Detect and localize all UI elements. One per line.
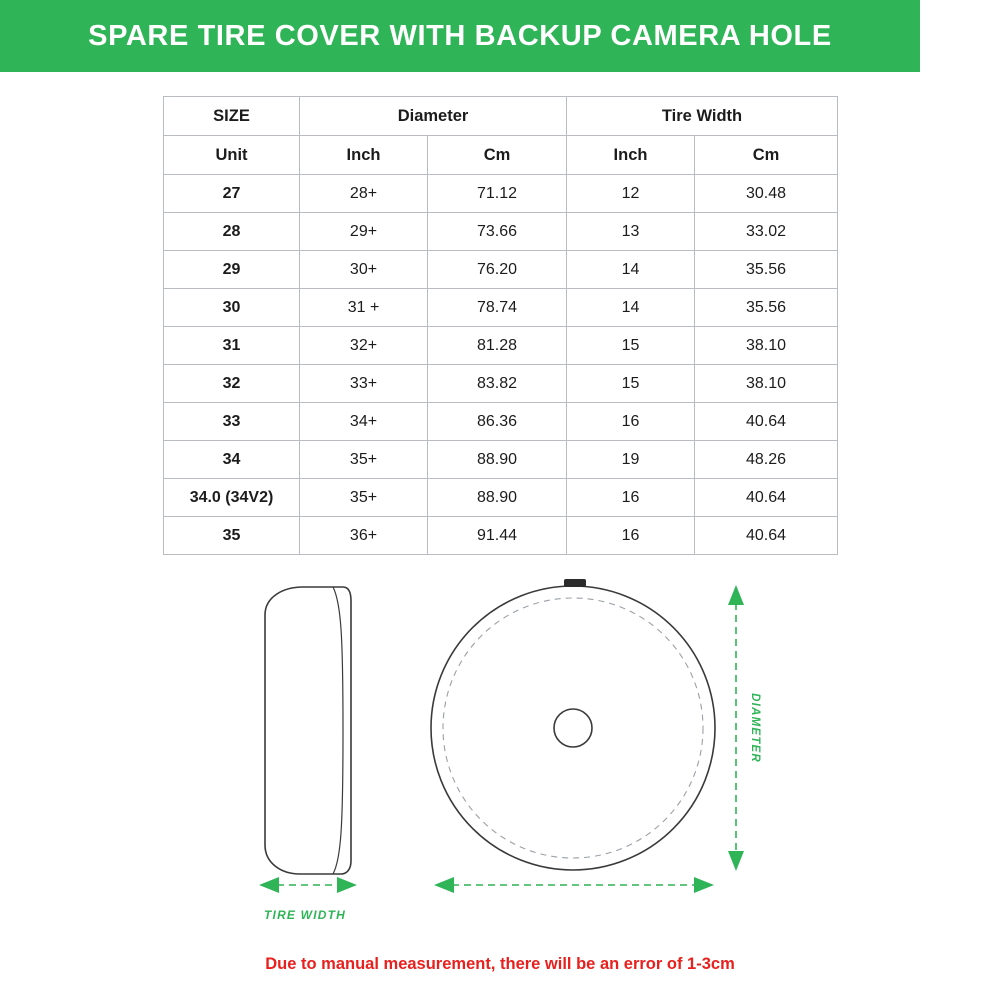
cell-width-cm: 33.02 bbox=[695, 213, 838, 251]
cell-width-inch: 16 bbox=[567, 479, 695, 517]
diameter-label: DIAMETER bbox=[749, 693, 761, 763]
cell-diameter-inch: 33+ bbox=[300, 365, 428, 403]
cell-diameter-cm: 88.90 bbox=[428, 479, 567, 517]
cell-diameter-inch: 32+ bbox=[300, 327, 428, 365]
cell-width-inch: 15 bbox=[567, 327, 695, 365]
cell-size: 29 bbox=[164, 251, 300, 289]
cell-width-cm: 30.48 bbox=[695, 175, 838, 213]
cell-size: 31 bbox=[164, 327, 300, 365]
tire-width-dimension-arrow bbox=[259, 877, 357, 922]
cell-size: 27 bbox=[164, 175, 300, 213]
tire-width-label: TIRE WIDTH bbox=[264, 908, 346, 922]
table-row bbox=[164, 517, 838, 555]
cell-width-cm: 35.56 bbox=[695, 289, 838, 327]
cell-diameter-cm: 78.74 bbox=[428, 289, 567, 327]
cell-width-cm: 40.64 bbox=[695, 479, 838, 517]
cell-diameter-cm: 83.82 bbox=[428, 365, 567, 403]
cell-diameter-inch: 29+ bbox=[300, 213, 428, 251]
page-title: SPARE TIRE COVER WITH BACKUP CAMERA HOLE bbox=[88, 19, 832, 52]
cell-width-cm: 48.26 bbox=[695, 441, 838, 479]
table-row bbox=[164, 175, 838, 213]
cell-width-inch: 14 bbox=[567, 251, 695, 289]
cell-width-cm: 40.64 bbox=[695, 403, 838, 441]
product-diagram bbox=[0, 555, 1000, 945]
cell-width-cm: 38.10 bbox=[695, 327, 838, 365]
table-row bbox=[164, 479, 838, 517]
cell-diameter-cm: 81.28 bbox=[428, 327, 567, 365]
cell-diameter-inch: 28+ bbox=[300, 175, 428, 213]
cell-size: 28 bbox=[164, 213, 300, 251]
cell-width-inch: 16 bbox=[567, 517, 695, 555]
cell-size: 35 bbox=[164, 517, 300, 555]
cell-diameter-inch: 31 + bbox=[300, 289, 428, 327]
measurement-note: Due to manual measurement, there will be an error of 1-3cm bbox=[265, 955, 735, 973]
table-header-tire-width: Tire Width bbox=[567, 97, 838, 136]
table-header-size: SIZE bbox=[164, 97, 300, 136]
table-row bbox=[164, 289, 838, 327]
cell-width-inch: 15 bbox=[567, 365, 695, 403]
cell-diameter-inch: 34+ bbox=[300, 403, 428, 441]
cell-diameter-inch: 36+ bbox=[300, 517, 428, 555]
table-group-header-row bbox=[164, 97, 838, 136]
diameter-dimension-arrow bbox=[728, 585, 761, 871]
cell-width-cm: 35.56 bbox=[695, 251, 838, 289]
cell-diameter-inch: 35+ bbox=[300, 441, 428, 479]
cell-width-inch: 19 bbox=[567, 441, 695, 479]
cell-diameter-inch: 35+ bbox=[300, 479, 428, 517]
cell-size: 30 bbox=[164, 289, 300, 327]
cell-diameter-cm: 86.36 bbox=[428, 403, 567, 441]
cell-size: 33 bbox=[164, 403, 300, 441]
table-subheader-width-inch: Inch bbox=[567, 136, 695, 175]
cell-width-cm: 38.10 bbox=[695, 365, 838, 403]
cell-size: 32 bbox=[164, 365, 300, 403]
table-row bbox=[164, 441, 838, 479]
cell-width-inch: 12 bbox=[567, 175, 695, 213]
table-header-diameter: Diameter bbox=[300, 97, 567, 136]
cell-diameter-cm: 71.12 bbox=[428, 175, 567, 213]
cell-diameter-cm: 88.90 bbox=[428, 441, 567, 479]
table-subheader-unit: Unit bbox=[164, 136, 300, 175]
table-row bbox=[164, 213, 838, 251]
cell-width-cm: 40.64 bbox=[695, 517, 838, 555]
cell-diameter-cm: 73.66 bbox=[428, 213, 567, 251]
side-view-shape bbox=[265, 587, 351, 874]
table-row bbox=[164, 327, 838, 365]
table-subheader-diameter-inch: Inch bbox=[300, 136, 428, 175]
cell-diameter-cm: 91.44 bbox=[428, 517, 567, 555]
header-banner bbox=[0, 0, 920, 72]
cell-diameter-inch: 30+ bbox=[300, 251, 428, 289]
cell-size: 34 bbox=[164, 441, 300, 479]
size-chart-table-wrapper bbox=[163, 96, 837, 555]
front-view-shape bbox=[431, 579, 715, 870]
cell-width-inch: 13 bbox=[567, 213, 695, 251]
camera-hole-icon bbox=[554, 709, 592, 747]
table-row bbox=[164, 403, 838, 441]
table-sub-header-row bbox=[164, 136, 838, 175]
cell-size: 34.0 (34V2) bbox=[164, 479, 300, 517]
size-chart-table bbox=[163, 96, 838, 555]
camera-notch-icon bbox=[564, 579, 586, 587]
table-subheader-width-cm: Cm bbox=[695, 136, 838, 175]
table-subheader-diameter-cm: Cm bbox=[428, 136, 567, 175]
cell-width-inch: 16 bbox=[567, 403, 695, 441]
cell-width-inch: 14 bbox=[567, 289, 695, 327]
table-row bbox=[164, 365, 838, 403]
cell-diameter-cm: 76.20 bbox=[428, 251, 567, 289]
table-row bbox=[164, 251, 838, 289]
diameter-horizontal-arrow bbox=[434, 877, 714, 893]
